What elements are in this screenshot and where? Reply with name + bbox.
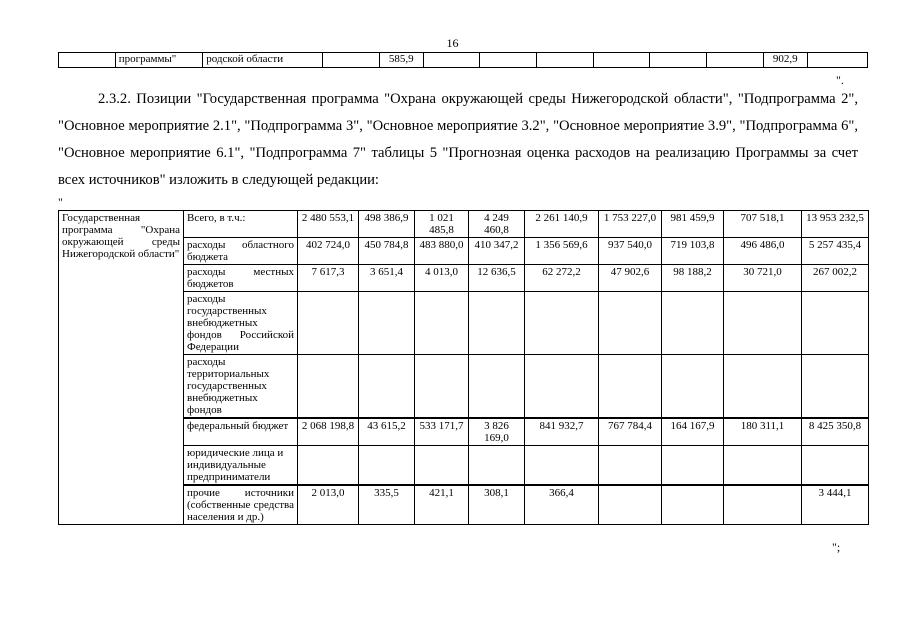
table-cell bbox=[359, 446, 415, 486]
table-cell bbox=[662, 292, 724, 355]
closing-quote: ". bbox=[836, 73, 844, 87]
table-cell: 496 486,0 bbox=[724, 238, 802, 265]
table-cell bbox=[802, 355, 869, 419]
table-cell: 981 459,9 bbox=[662, 211, 724, 238]
table-cell: 98 188,2 bbox=[662, 265, 724, 292]
table-cell bbox=[707, 53, 764, 68]
table-cell: 47 902,6 bbox=[599, 265, 662, 292]
row-label: расходы территориальных государственных внебюджетных фондов bbox=[184, 355, 298, 419]
table-cell: 43 615,2 bbox=[359, 418, 415, 446]
table-cell: 533 171,7 bbox=[415, 418, 469, 446]
table-row bbox=[59, 211, 869, 238]
table-cell: 3 826 169,0 bbox=[469, 418, 525, 446]
table-cell: 450 784,8 bbox=[359, 238, 415, 265]
table-cell bbox=[807, 53, 867, 68]
row-label: расходы местных бюджетов bbox=[184, 265, 298, 292]
table-cell: 402 724,0 bbox=[298, 238, 359, 265]
table-cell: 4 013,0 bbox=[415, 265, 469, 292]
row-label: расходы государственных внебюджетных фондов Российской Федерации bbox=[184, 292, 298, 355]
row-label: расходы областного бюджета bbox=[184, 238, 298, 265]
table-cell: 421,1 bbox=[415, 485, 469, 525]
table-cell: 180 311,1 bbox=[724, 418, 802, 446]
table-cell bbox=[525, 446, 599, 486]
table-cell: 3 651,4 bbox=[359, 265, 415, 292]
table-cell: 902,9 bbox=[763, 53, 807, 68]
table-cell bbox=[423, 53, 480, 68]
table-cell bbox=[323, 53, 380, 68]
table-cell bbox=[662, 485, 724, 525]
table-cell bbox=[724, 446, 802, 486]
table-cell bbox=[469, 355, 525, 419]
table-cell: 841 932,7 bbox=[525, 418, 599, 446]
table-cell bbox=[650, 53, 707, 68]
table-cell bbox=[662, 355, 724, 419]
table-cell bbox=[298, 446, 359, 486]
table-cell: 366,4 bbox=[525, 485, 599, 525]
table-cell bbox=[415, 292, 469, 355]
table-cell bbox=[415, 446, 469, 486]
page-number: 16 bbox=[446, 36, 459, 50]
row-label: федеральный бюджет bbox=[184, 418, 298, 446]
table-cell bbox=[662, 446, 724, 486]
table-cell: 1 021 485,8 bbox=[415, 211, 469, 238]
row-label: Всего, в т.ч.: bbox=[184, 211, 298, 238]
table-cell: 498 386,9 bbox=[359, 211, 415, 238]
expenses-table bbox=[58, 210, 869, 525]
table-cell bbox=[415, 355, 469, 419]
table-cell: 410 347,2 bbox=[469, 238, 525, 265]
table-cell bbox=[724, 292, 802, 355]
row-label: прочие источники (собственные средства населения и др.) bbox=[184, 485, 298, 525]
table-cell: 62 272,2 bbox=[525, 265, 599, 292]
table-cell bbox=[802, 446, 869, 486]
table-cell: 1 356 569,6 bbox=[525, 238, 599, 265]
table-cell: 3 444,1 bbox=[802, 485, 869, 525]
table-cell: 164 167,9 bbox=[662, 418, 724, 446]
table-cell: 2 261 140,9 bbox=[525, 211, 599, 238]
table-cell: 4 249 460,8 bbox=[469, 211, 525, 238]
table-cell: родской области bbox=[203, 53, 323, 68]
table-cell bbox=[469, 292, 525, 355]
table-cell: 719 103,8 bbox=[662, 238, 724, 265]
table-cell: 2 013,0 bbox=[298, 485, 359, 525]
table-cell bbox=[599, 292, 662, 355]
table-cell: 2 480 553,1 bbox=[298, 211, 359, 238]
table-cell: 767 784,4 bbox=[599, 418, 662, 446]
table-cell: 13 953 232,5 bbox=[802, 211, 869, 238]
table-cell: 12 636,5 bbox=[469, 265, 525, 292]
table-cell: 5 257 435,4 bbox=[802, 238, 869, 265]
table-cell: 8 425 350,8 bbox=[802, 418, 869, 446]
closing-quote-semicolon: "; bbox=[832, 540, 841, 554]
table-cell bbox=[599, 446, 662, 486]
table-row bbox=[59, 53, 868, 68]
table-cell bbox=[469, 446, 525, 486]
table-cell bbox=[593, 53, 650, 68]
table-cell: программы" bbox=[115, 53, 203, 68]
table-cell bbox=[525, 292, 599, 355]
table-cell bbox=[298, 292, 359, 355]
table-cell: 7 617,3 bbox=[298, 265, 359, 292]
table-cell: 585,9 bbox=[379, 53, 423, 68]
table-cell bbox=[525, 355, 599, 419]
table-cell: 1 753 227,0 bbox=[599, 211, 662, 238]
table-cell: 2 068 198,8 bbox=[298, 418, 359, 446]
table-cell bbox=[59, 53, 116, 68]
table-cell: 30 721,0 bbox=[724, 265, 802, 292]
opening-quote: " bbox=[58, 195, 63, 209]
table-cell: 483 880,0 bbox=[415, 238, 469, 265]
table-cell: 937 540,0 bbox=[599, 238, 662, 265]
table-cell bbox=[724, 355, 802, 419]
table-cell: 335,5 bbox=[359, 485, 415, 525]
row-label: юридические лица и индивидуальные предприниматели bbox=[184, 446, 298, 486]
table-cell bbox=[802, 292, 869, 355]
table-cell: 707 518,1 bbox=[724, 211, 802, 238]
table-cell bbox=[359, 292, 415, 355]
table-cell: 308,1 bbox=[469, 485, 525, 525]
table-cell bbox=[298, 355, 359, 419]
paragraph-text: 2.3.2. Позиции "Государственная программа "Охрана окружающей среды Нижегородской области", "Подпрограмма 2", "Основное мероприятие 2.1", "Подпрограмма 3", "Основное мероприятие 3.2", "Основное мероприятие 3.9", "Подпрограмма 6", "Основное мероприятие 6.1", "Подпрограмма 7" таблицы 5 "Прогнозная оценка расходов на реализацию Программы за счет всех источников" изложить в следующей редакции: bbox=[58, 91, 858, 188]
program-name-cell: Государственная программа "Охрана окружающей среды Нижегородской области" bbox=[59, 211, 184, 525]
previous-table-fragment bbox=[58, 52, 868, 68]
table-cell bbox=[724, 485, 802, 525]
table-cell bbox=[599, 355, 662, 419]
table-cell: 267 002,2 bbox=[802, 265, 869, 292]
table-cell bbox=[480, 53, 537, 68]
table-cell bbox=[537, 53, 594, 68]
body-paragraph bbox=[58, 86, 858, 194]
table-cell bbox=[359, 355, 415, 419]
table-cell bbox=[599, 485, 662, 525]
